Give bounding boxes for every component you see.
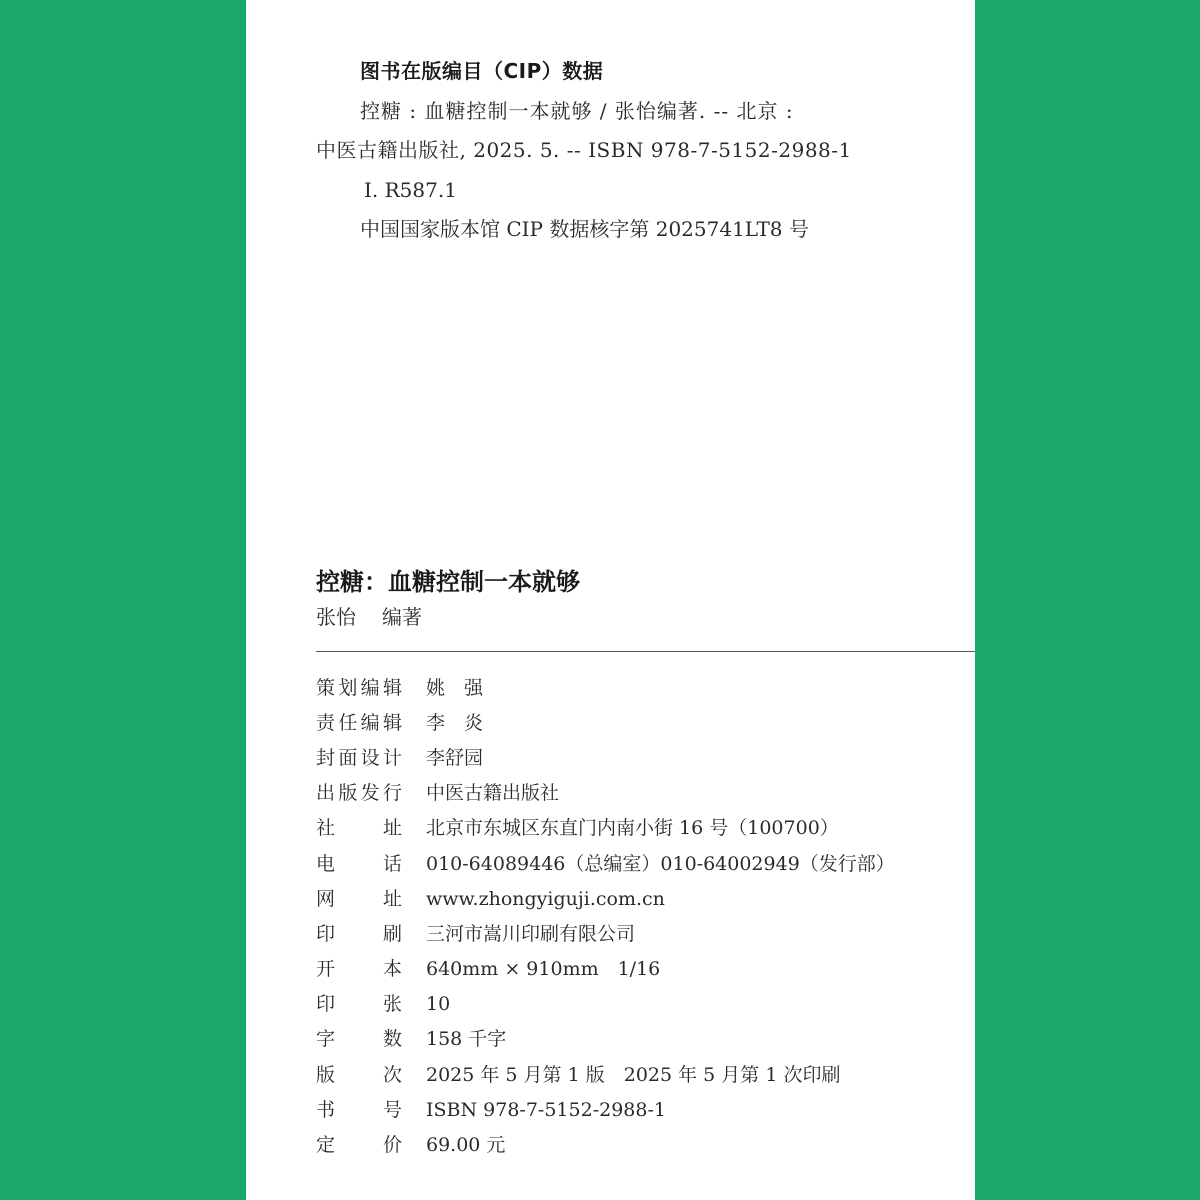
imprint-value: ISBN 978-7-5152-2988-1: [426, 1098, 666, 1121]
imprint-label: 字数: [316, 1028, 402, 1051]
imprint-value: 10: [426, 993, 451, 1016]
imprint-row: [316, 987, 956, 1022]
imprint-row: [316, 811, 956, 846]
imprint-row: [316, 1092, 956, 1127]
imprint-label: 电话: [316, 852, 402, 875]
imprint-value: 158 千字: [426, 1028, 507, 1051]
cip-line-publisher: 中医古籍出版社, 2025. 5. -- ISBN 978-7-5152-2988-1: [316, 138, 852, 162]
imprint-value: 姚 强: [426, 676, 484, 699]
imprint-label: 版次: [316, 1063, 402, 1086]
imprint-row: [316, 1127, 956, 1162]
imprint-label: 社址: [316, 817, 402, 840]
imprint-row: [316, 670, 956, 705]
imprint-value: 三河市嵩川印刷有限公司: [426, 922, 636, 945]
imprint-label: 网址: [316, 887, 402, 910]
divider-rule: [316, 651, 975, 652]
imprint-value: www.zhongyiguji.com.cn: [426, 887, 665, 910]
imprint-value: 北京市东城区东直门内南小街 16 号（100700）: [426, 817, 839, 840]
imprint-value: 69.00 元: [426, 1134, 506, 1157]
imprint-label: 印张: [316, 993, 402, 1016]
imprint-table: [316, 670, 956, 1163]
imprint-row: [316, 740, 956, 775]
imprint-label: 责任编辑: [316, 711, 402, 734]
imprint-row: [316, 916, 956, 951]
imprint-row: [316, 1022, 956, 1057]
cip-line-record-number: 中国国家版本馆 CIP 数据核字第 2025741LT8 号: [360, 217, 809, 241]
book-author-line: [316, 602, 422, 632]
imprint-label: 开本: [316, 958, 402, 981]
author-name: 张怡: [316, 605, 356, 629]
imprint-row: [316, 846, 956, 881]
imprint-label: 印刷: [316, 922, 402, 945]
imprint-label: 封面设计: [316, 746, 402, 769]
imprint-label: 定价: [316, 1134, 402, 1157]
imprint-value: 010-64089446（总编室）010-64002949（发行部）: [426, 852, 895, 875]
imprint-row: [316, 776, 956, 811]
cip-line-classification: Ⅰ. R587.1: [364, 178, 457, 202]
imprint-value: 中医古籍出版社: [426, 782, 560, 805]
imprint-label: 策划编辑: [316, 676, 402, 699]
cip-heading: 图书在版编目（CIP）数据: [360, 59, 604, 83]
imprint-value: 李 炎: [426, 711, 484, 734]
imprint-value: 2025 年 5 月第 1 版 2025 年 5 月第 1 次印刷: [426, 1063, 841, 1086]
imprint-row: [316, 705, 956, 740]
author-role: 编著: [382, 605, 422, 629]
imprint-value: 李舒园: [426, 746, 484, 769]
imprint-row: [316, 881, 956, 916]
imprint-label: 书号: [316, 1098, 402, 1121]
imprint-label: 出版发行: [316, 782, 402, 805]
imprint-row: [316, 952, 956, 987]
imprint-value: 640mm × 910mm 1/16: [426, 958, 661, 981]
book-title: 控糖：血糖控制一本就够: [316, 568, 580, 596]
cip-line-title: 控糖 : 血糖控制一本就够 / 张怡编著. -- 北京 :: [360, 99, 794, 123]
copyright-page: [246, 0, 975, 1200]
imprint-row: [316, 1057, 956, 1092]
